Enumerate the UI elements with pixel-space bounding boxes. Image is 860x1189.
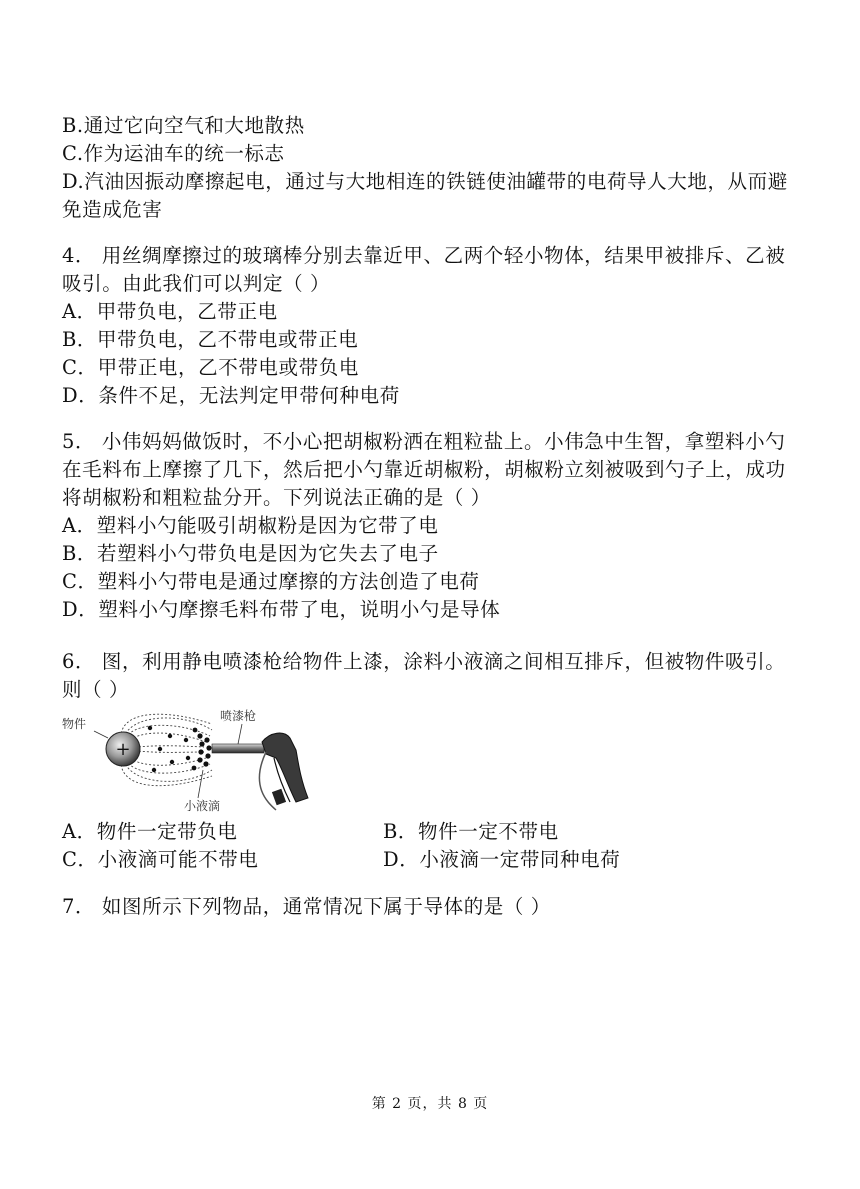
gun-barrel [212, 744, 264, 753]
q6-stem-line2: 则（ ） [62, 678, 130, 701]
q4-option-d: D．条件不足，无法判定甲带何种电荷 [62, 384, 400, 407]
q5-option-c: C．塑料小勺带电是通过摩擦的方法创造了电荷 [62, 570, 480, 593]
q6-option-d: D．小液滴一定带同种电荷 [383, 848, 621, 871]
q3-option-b: B.通过它向空气和大地散热 [62, 114, 305, 137]
q6-option-c: C．小液滴可能不带电 [62, 848, 259, 871]
q3-option-c: C.作为运油车的统一标志 [62, 142, 285, 165]
plus-sign: + [115, 739, 131, 760]
q5-option-d: D．塑料小勺摩擦毛料布带了电，说明小勺是导体 [62, 598, 501, 621]
q5-stem-line3: 将胡椒粉和粗粒盐分开。下列说法正确的是（ ） [62, 486, 491, 509]
q6-option-b: B．物件一定不带电 [383, 820, 559, 843]
q3-option-d-line1: D.汽油因振动摩擦起电，通过与大地相连的铁链使油罐带的电荷导人大地，从而避 [62, 170, 788, 193]
q6-option-a: A．物件一定带负电 [62, 820, 238, 843]
q4-stem-line2: 吸引。由此我们可以判定（ ） [62, 272, 331, 295]
q7-stem: 7． 如图所示下列物品，通常情况下属于导体的是（ ） [62, 895, 551, 918]
q4-option-b: B．甲带负电，乙不带电或带正电 [62, 328, 359, 351]
hose [259, 752, 276, 810]
q4-option-c: C．甲带正电，乙不带电或带负电 [62, 356, 359, 379]
q4-stem-line1: 4． 用丝绸摩擦过的玻璃棒分别去靠近甲、乙两个轻小物体，结果甲被排斥、乙被 [62, 244, 786, 267]
spray-gun-figure [62, 706, 322, 816]
q3-option-d-line2: 免造成危害 [62, 198, 163, 221]
label-droplet: 小液滴 [184, 799, 221, 813]
q6-stem-line1: 6． 图，利用静电喷漆枪给物件上漆，涂料小液滴之间相互排斥，但被物件吸引。 [62, 650, 786, 673]
page-footer: 第 2 页，共 8 页 [371, 1096, 489, 1112]
q5-stem-line1: 5． 小伟妈妈做饭时，不小心把胡椒粉洒在粗粒盐上。小伟急中生智，拿塑料小勺 [62, 430, 786, 453]
q5-option-b: B．若塑料小勺带负电是因为它失去了电子 [62, 542, 439, 565]
label-object: 物件 [62, 717, 87, 731]
q5-stem-line2: 在毛料布上摩擦了几下，然后把小勺靠近胡椒粉，胡椒粉立刻被吸到勺子上，成功 [62, 458, 786, 481]
label-spray-gun: 喷漆枪 [220, 709, 257, 723]
q4-option-a: A．甲带负电，乙带正电 [62, 300, 278, 323]
q5-option-a: A．塑料小勺能吸引胡椒粉是因为它带了电 [62, 514, 439, 537]
